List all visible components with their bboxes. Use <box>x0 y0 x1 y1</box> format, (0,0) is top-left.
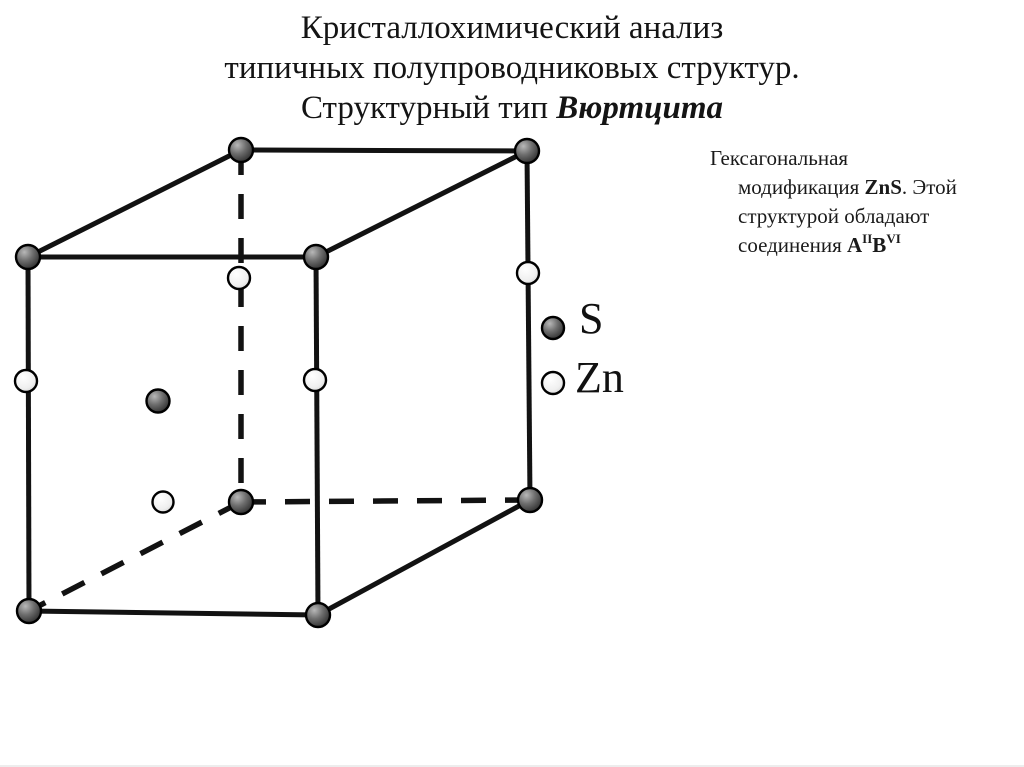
legend-label-s: S <box>579 294 604 343</box>
cube-hidden-edge <box>29 502 241 611</box>
description-text: соединения <box>738 233 847 257</box>
s-atom <box>518 488 542 512</box>
zn-atom <box>153 492 174 513</box>
description-line <box>710 144 1010 173</box>
cube-edge <box>241 150 527 151</box>
title-line-3-emphasis: Вюртцита <box>556 90 723 126</box>
title-line-3-prefix: Структурный тип <box>300 90 557 126</box>
cube-edge <box>318 500 530 615</box>
zn-atom <box>228 267 250 289</box>
s-atom <box>304 245 328 269</box>
zn-atom <box>304 369 326 391</box>
description-text: . Этой <box>901 175 957 199</box>
description-text: Гексагональная <box>710 146 849 170</box>
description-line <box>710 231 1010 260</box>
cube-edge <box>316 151 527 257</box>
cube-edge <box>29 611 318 615</box>
zn-atom <box>15 370 37 392</box>
title-line-2: типичных полупроводниковых структур. <box>224 50 800 86</box>
description-line <box>710 173 1010 202</box>
s-atom <box>17 599 41 623</box>
cube-edge <box>316 257 318 615</box>
description-text: модификация <box>738 175 865 199</box>
s-atom <box>229 138 253 162</box>
slide-title <box>0 8 1024 128</box>
compound-name: ZnS <box>864 175 902 199</box>
s-atom <box>147 390 170 413</box>
formula-superscript-b: VI <box>886 231 901 246</box>
description-block <box>710 144 1010 260</box>
formula-element-a: A <box>847 233 863 257</box>
description-text: структурой обладают <box>738 204 930 228</box>
cube-edge <box>28 150 241 257</box>
s-atom <box>229 490 253 514</box>
formula-superscript-a: II <box>862 231 873 246</box>
s-atom <box>515 139 539 163</box>
cube-hidden-edge <box>241 500 530 502</box>
s-atom <box>16 245 40 269</box>
title-line-1: Кристаллохимический анализ <box>300 10 724 46</box>
title-line-3 <box>0 88 1024 128</box>
legend-label-zn: Zn <box>575 353 624 402</box>
legend-s-dot <box>542 317 564 339</box>
s-atom <box>306 603 330 627</box>
cube-edge <box>527 151 530 500</box>
formula-element-b: B <box>872 233 887 257</box>
description-line <box>710 202 1010 231</box>
legend-zn-dot <box>542 372 564 394</box>
cube-edge <box>28 257 29 611</box>
zn-atom <box>517 262 539 284</box>
